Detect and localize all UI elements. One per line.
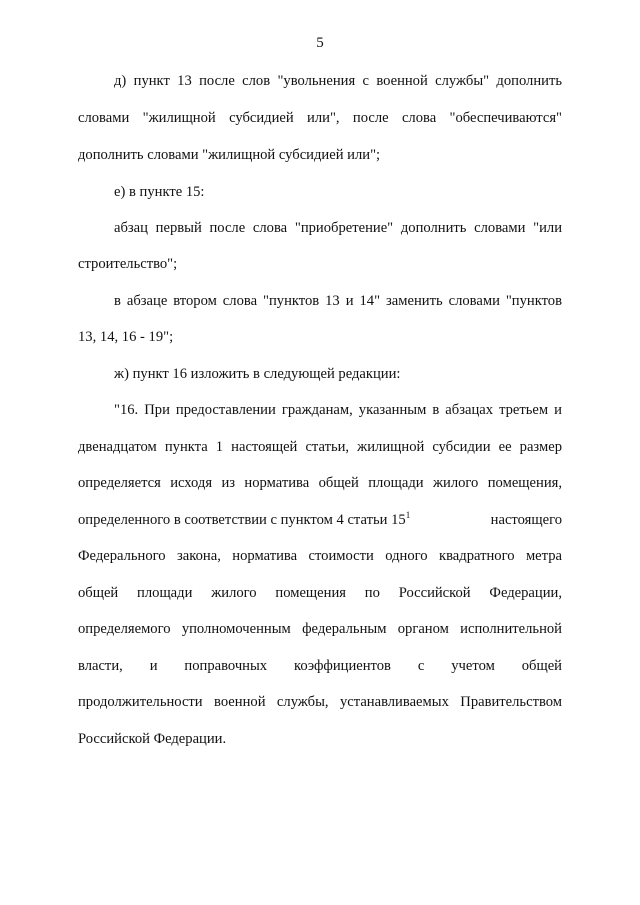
text-line: Федерального закона, норматива стоимости одного квадратного метра — [78, 548, 562, 564]
text-line: д) пункт 13 после слов "увольнения с военной службы" дополнить — [114, 73, 562, 89]
text-line: продолжительности военной службы, устанавливаемых Правительством — [78, 694, 562, 710]
text-line: общей площади жилого помещения по Российской Федерации, — [78, 585, 562, 601]
text-line: власти, и поправочных коэффициентов с учетом общей — [78, 658, 562, 674]
text-line: "16. При предоставлении гражданам, указанным в абзацах третьем и — [114, 402, 562, 418]
text-line: дополнить словами "жилищной субсидией или"; — [78, 147, 381, 163]
text-line: определяемого уполномоченным федеральным органом исполнительной — [78, 621, 562, 637]
text-line: в абзаце втором слова "пунктов 13 и 14" заменить словами "пунктов — [114, 293, 562, 309]
page-number: 5 — [316, 35, 324, 51]
text-line-with-footnote — [78, 511, 562, 529]
text-line: Российской Федерации. — [78, 731, 227, 747]
text-line: определяется исходя из норматива общей площади жилого помещения, — [78, 475, 562, 491]
text-segment: настоящего — [490, 512, 562, 528]
text-line: 13, 14, 16 - 19"; — [78, 329, 174, 345]
text-line: ж) пункт 16 изложить в следующей редакции: — [114, 366, 401, 382]
text-line: е) в пункте 15: — [114, 184, 205, 200]
footnote-mark: 1 — [405, 510, 411, 521]
text-line: абзац первый после слова "приобретение" дополнить словами "или — [114, 220, 562, 236]
text-line: двенадцатом пункта 1 настоящей статьи, жилищной субсидии ее размер — [78, 439, 562, 455]
text-line: строительство"; — [78, 256, 178, 272]
text-segment: определенного в соответствии с пунктом 4 статьи $15^1$ — [78, 510, 411, 528]
text-line: словами "жилищной субсидией или", после слова "обеспечиваются" — [78, 110, 562, 126]
